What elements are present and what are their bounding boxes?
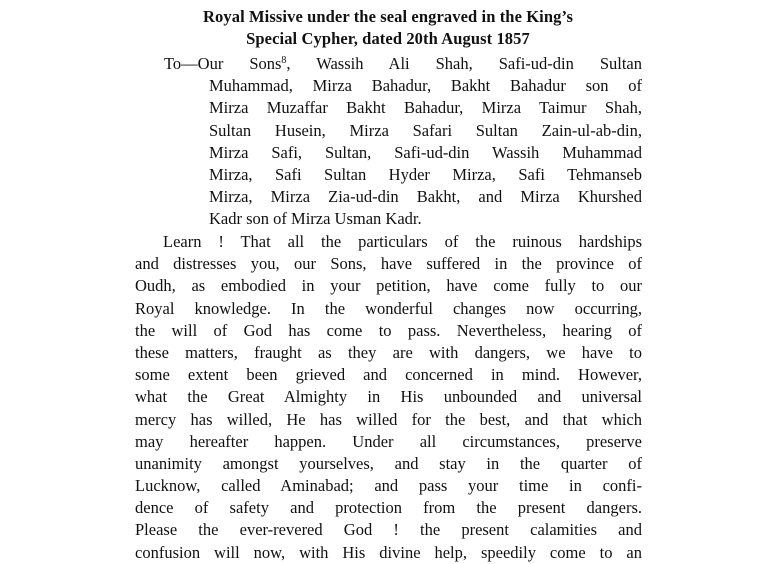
body-line: Oudh, as embodied in your petition, have come fully to our — [135, 276, 642, 296]
address-line: Mirza Muzaffar Bakht Bahadur, Mirza Taimur Shah, — [209, 98, 642, 118]
body-line: these matters, fraught as they are with dangers, we have to — [135, 342, 642, 362]
address-text: Sons — [223, 54, 282, 73]
address-lead: To—Our — [164, 54, 224, 73]
body-line: mercy has willed, He has willed for the best, and that which — [135, 409, 642, 429]
body-line: confusion will now, with His divine help, speedily come to an — [135, 542, 642, 562]
body-line: unanimity amongst yourselves, and stay in the quarter of — [135, 453, 642, 473]
footnote-marker: 8 — [281, 55, 287, 66]
missive-heading — [133, 6, 643, 50]
body-line: the will of God has come to pass. Nevertheless, hearing of — [135, 320, 642, 340]
address-line: Mirza Safi, Sultan, Safi-ud-din Wassih Muhammad — [209, 142, 642, 162]
body-line: some extent been grieved and concerned in mind. However, — [135, 365, 642, 385]
body-line: Learn ! That all the particulars of the ruinous hardships — [163, 232, 642, 251]
address-line: Kadr son of Mirza Usman Kadr. — [209, 209, 422, 229]
address-text: , Wassih Ali Shah, Safi-ud-din Sultan — [286, 54, 642, 73]
body-line: Royal knowledge. In the wonderful changes now occurring, — [135, 298, 642, 318]
heading-line: Royal Missive under the seal engraved in the King’s — [203, 7, 573, 26]
address-line: Mirza, Mirza Zia-ud-din Bakht, and Mirza Khurshed — [209, 187, 642, 207]
body-line: may hereafter happen. Under all circumstances, preserve — [135, 431, 642, 451]
body-line: what the Great Almighty in His unbounded and universal — [135, 387, 642, 407]
heading-line: Special Cypher, dated 20th August 1857 — [246, 29, 530, 48]
body-paragraph — [135, 231, 642, 564]
address-first-line — [164, 53, 642, 75]
address-block — [164, 53, 642, 231]
address-line: Sultan Husein, Mirza Safari Sultan Zain-ul-ab-din, — [209, 120, 642, 140]
address-line: Muhammad, Mirza Bahadur, Bakht Bahadur son of — [209, 76, 642, 96]
body-line: Lucknow, called Aminabad; and pass your time in confi- — [135, 476, 642, 496]
body-line: and distresses you, our Sons, have suffered in the province of — [135, 254, 642, 274]
address-line: Mirza, Safi Sultan Hyder Mirza, Safi Tehmanseb — [209, 164, 642, 184]
body-line: dence of safety and protection from the present dangers. — [135, 498, 642, 518]
body-line: Please the ever-revered God ! the present calamities and — [135, 520, 642, 540]
